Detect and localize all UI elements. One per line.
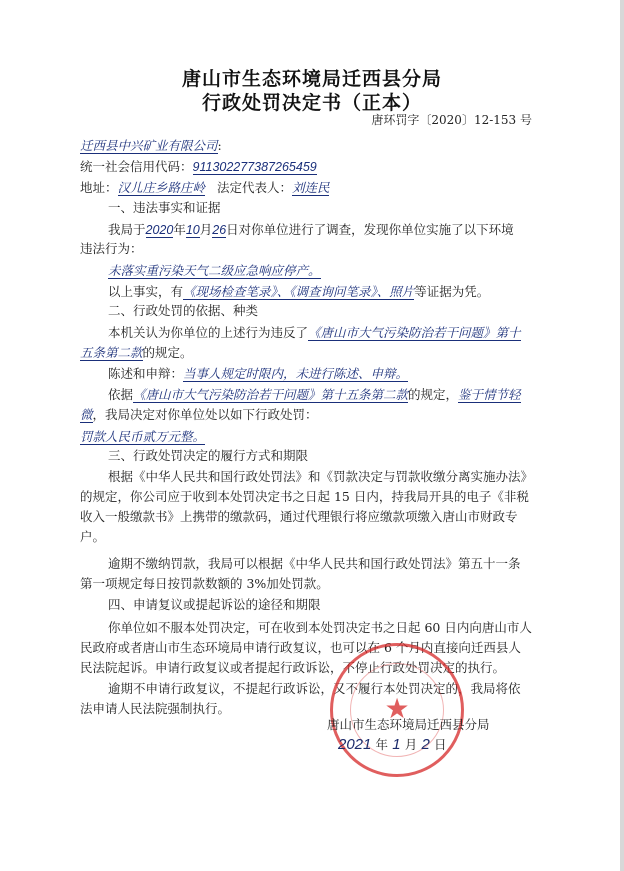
doc-title-line2: 行政处罚决定书（正本）: [201, 92, 422, 114]
s3-line3: 收入一般缴款书》上携带的缴款码，通过代理银行将应缴款项缴入唐山市财政专: [80, 509, 518, 524]
violation: 未落实重污染天气二级应急响应停产。: [108, 264, 321, 278]
s4-line5: 法申请人民法院强制执行。: [80, 701, 231, 716]
violation-line: [108, 262, 321, 280]
section1-heading: 一、违法事实和证据: [108, 200, 221, 215]
s1-paragraph1: 我局于2020年10月26日对你单位进行了调查，发现你单位实施了以下环境: [108, 222, 514, 237]
violated-law: 《唐山市大气污染防治若干问题》第十: [308, 326, 521, 340]
s3-line1: 根据《中华人民共和国行政处罚法》和《罚款决定与罚款收缴分离实施办法》: [108, 469, 534, 484]
s2-paragraph2: 依据《唐山市大气污染防治若干问题》第十五条第二款的规定，鉴于情节轻: [108, 387, 521, 402]
penalty-basis: 《唐山市大气污染防治若干问题》第十五条第二款: [133, 388, 409, 402]
s1-paragraph1-cont: 违法行为：: [80, 241, 143, 256]
s2-paragraph1: 本机关认为你单位的上述行为违反了《唐山市大气污染防治若干问题》第十: [108, 325, 521, 340]
evidence: 《现场检查笔录》、《调查询问笔录》、照片: [183, 285, 415, 299]
s2-paragraph2-cont: 微，我局决定对你单位处以如下行政处罚：: [80, 407, 318, 422]
section3-heading: 三、行政处罚决定的履行方式和期限: [108, 448, 309, 463]
s4-line1: 你单位如不服本处罚决定，可在收到本处罚决定书之日起 60 日内向唐山市人: [108, 620, 532, 635]
s3-line4: 户。: [80, 529, 106, 544]
party-name-line: 迁西县中兴矿业有限公司:: [80, 138, 222, 153]
doc-number: 唐环罚字〔2020〕12-153 号: [371, 113, 532, 127]
party-name: 迁西县中兴矿业有限公司: [80, 139, 218, 153]
s3-line5: 逾期不缴纳罚款，我局可以根据《中华人民共和国行政处罚法》第五十一条: [108, 556, 521, 571]
doc-title-line1: 唐山市生态环境局迁西县分局: [181, 68, 442, 90]
s2-paragraph1-cont: 五条第二款的规定。: [80, 345, 193, 360]
seal-star-icon: ★: [384, 691, 410, 725]
credit-code: 911302277387265459: [192, 160, 317, 174]
official-seal: [330, 643, 464, 777]
address-line: 地址：汉儿庄乡路庄岭 法定代表人：刘连民: [80, 180, 330, 195]
legal-rep: 刘连民: [291, 181, 330, 195]
section2-heading: 二、行政处罚的依据、种类: [108, 303, 259, 318]
page-edge: [620, 0, 624, 871]
s3-line6: 第一项规定每日按罚款数额的 3%加处罚款。: [80, 576, 329, 591]
s4-line2: 民政府或者唐山市生态环境局申请行政复议，也可以在 6 个月内直接向迁西县人: [80, 640, 521, 655]
s4-line4: 逾期不申请行政复议，不提起行政诉讼，又不履行本处罚决定的，我局将依: [108, 681, 521, 696]
penalty-line: [80, 428, 205, 446]
credit-code-line: 统一社会信用代码：911302277387265459: [80, 159, 317, 174]
evidence-line: 以上事实，有《现场检查笔录》、《调查询问笔录》、照片等证据为凭。: [108, 284, 490, 299]
s3-line2: 的规定，你公司应于收到本处罚决定书之日起 15 日内，持我局开具的电子《非税: [80, 489, 529, 504]
defense-line: 陈述和申辩：当事人规定时限内，未进行陈述、申辩。: [108, 366, 409, 381]
s4-line3: 民法院起诉。申请行政复议或者提起行政诉讼，不停止行政处罚决定的执行。: [80, 660, 506, 675]
issue-date: 2021 年 1 月 2 日: [338, 736, 447, 753]
section4-heading: 四、申请复议或提起诉讼的途径和期限: [108, 597, 321, 612]
penalty: 罚款人民币贰万元整。: [80, 430, 206, 444]
address-value: 汉儿庄乡路庄岭: [117, 181, 206, 195]
defense: 当事人规定时限内，未进行陈述、申辩。: [183, 367, 409, 381]
issuer: 唐山市生态环境局迁西县分局: [327, 717, 490, 732]
